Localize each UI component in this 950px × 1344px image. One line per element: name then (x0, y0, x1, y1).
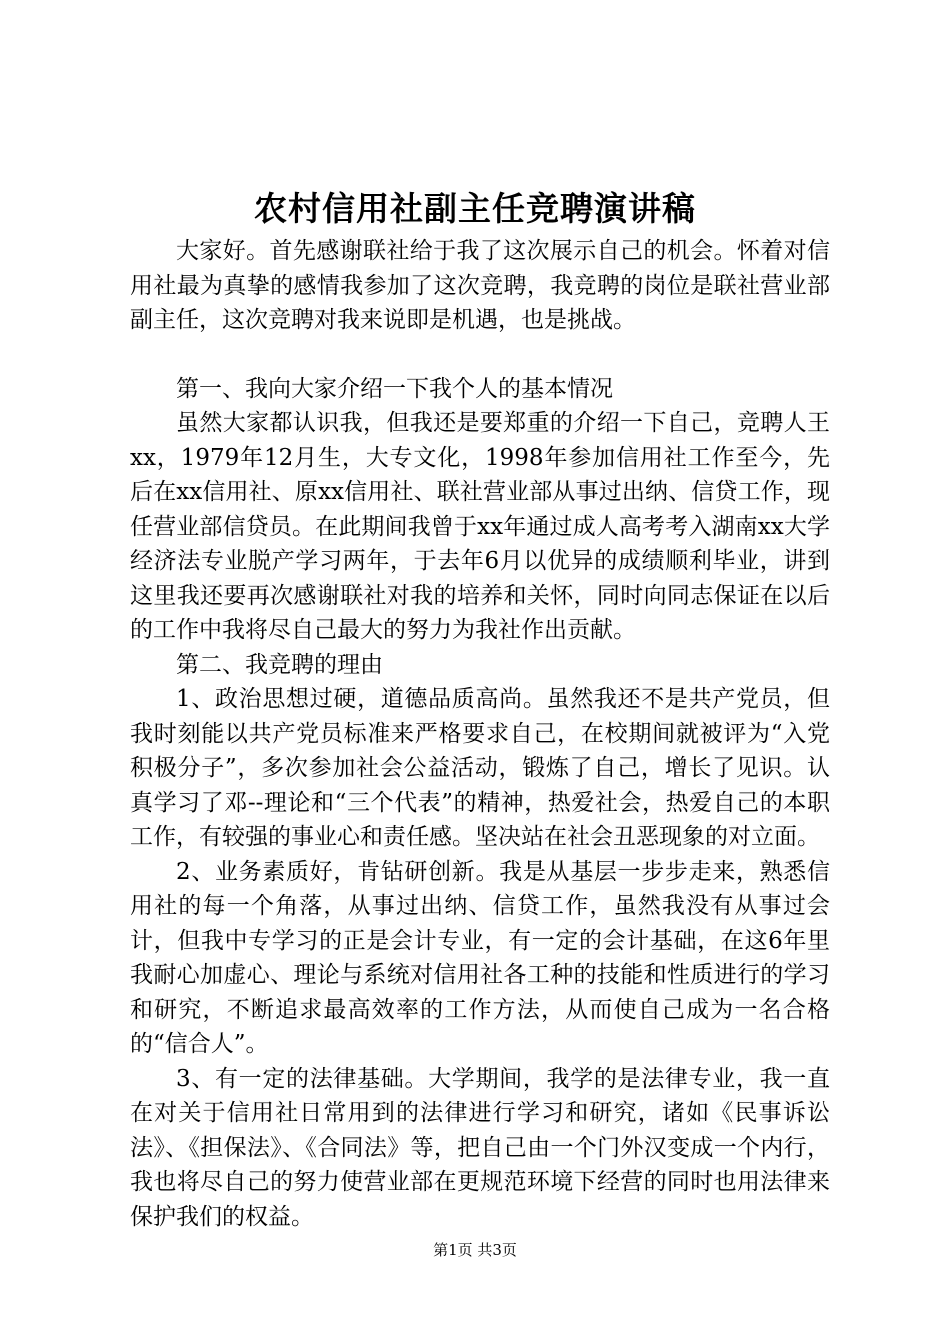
paragraph-personal-info: 虽然大家都认识我，但我还是要郑重的介绍一下自己，竞聘人王xx，1979年12月生，大专文化，1998年参加信用社工作至今，先后在xx信用社、原xx信用社、联社营业部从事过出纳、信贷工作，现任营业部信贷员。在此期间我曾于xx年通过成人高考考入湖南xx大学经济法专业脱产学习两年，于去年6月以优异的成绩顺利毕业，讲到这里我还要再次感谢联社对我的培养和关怀，同时向同志保证在以后的工作中我将尽自己最大的努力为我社作出贡献。 (130, 410, 830, 643)
heading-section-1: 第一、我向大家介绍一下我个人的基本情况 (176, 375, 613, 402)
paragraph-reason-1: 1、政治思想过硬，道德品质高尚。虽然我还不是共产党员，但我时刻能以共产党员标准来严格要求自己，在校期间就被评为“入党积极分子”，多次参加社会公益活动，锻炼了自己，增长了见识。认真学习了邓--理论和“三个代表”的精神，热爱社会，热爱自己的本职工作，有较强的事业心和责任感。坚决站在社会丑恶现象的对立面。 (130, 686, 830, 850)
document-body (130, 234, 830, 1234)
document-title: 农村信用社副主任竞聘演讲稿 (254, 189, 696, 228)
paragraph-reason-2: 2、业务素质好，肯钻研创新。我是从基层一步步走来，熟悉信用社的每一个角落，从事过出纳、信贷工作，虽然我没有从事过会计，但我中专学习的正是会计专业，有一定的会计基础，在这6年里我耐心加虚心、理论与系统对信用社各工种的技能和性质进行的学习和研究，不断追求最高效率的工作方法，从而使自己成为一名合格的“信合人”。 (130, 858, 830, 1057)
heading-section-2: 第二、我竞聘的理由 (176, 651, 383, 678)
paragraph-greeting: 大家好。首先感谢联社给于我了这次展示自己的机会。怀着对信用社最为真挚的感情我参加了这次竞聘，我竞聘的岗位是联社营业部副主任，这次竞聘对我来说即是机遇，也是挑战。 (130, 238, 830, 333)
page-number-footer: 第1页 共3页 (433, 1241, 517, 1259)
paragraph-reason-3: 3、有一定的法律基础。大学期间，我学的是法律专业，我一直在对关于信用社日常用到的法律进行学习和研究，诸如《民事诉讼法》、《担保法》、《合同法》等，把自己由一个门外汉变成一个内行，我也将尽自己的努力使营业部在更规范环境下经营的同时也用法律来保护我们的权益。 (130, 1065, 830, 1230)
